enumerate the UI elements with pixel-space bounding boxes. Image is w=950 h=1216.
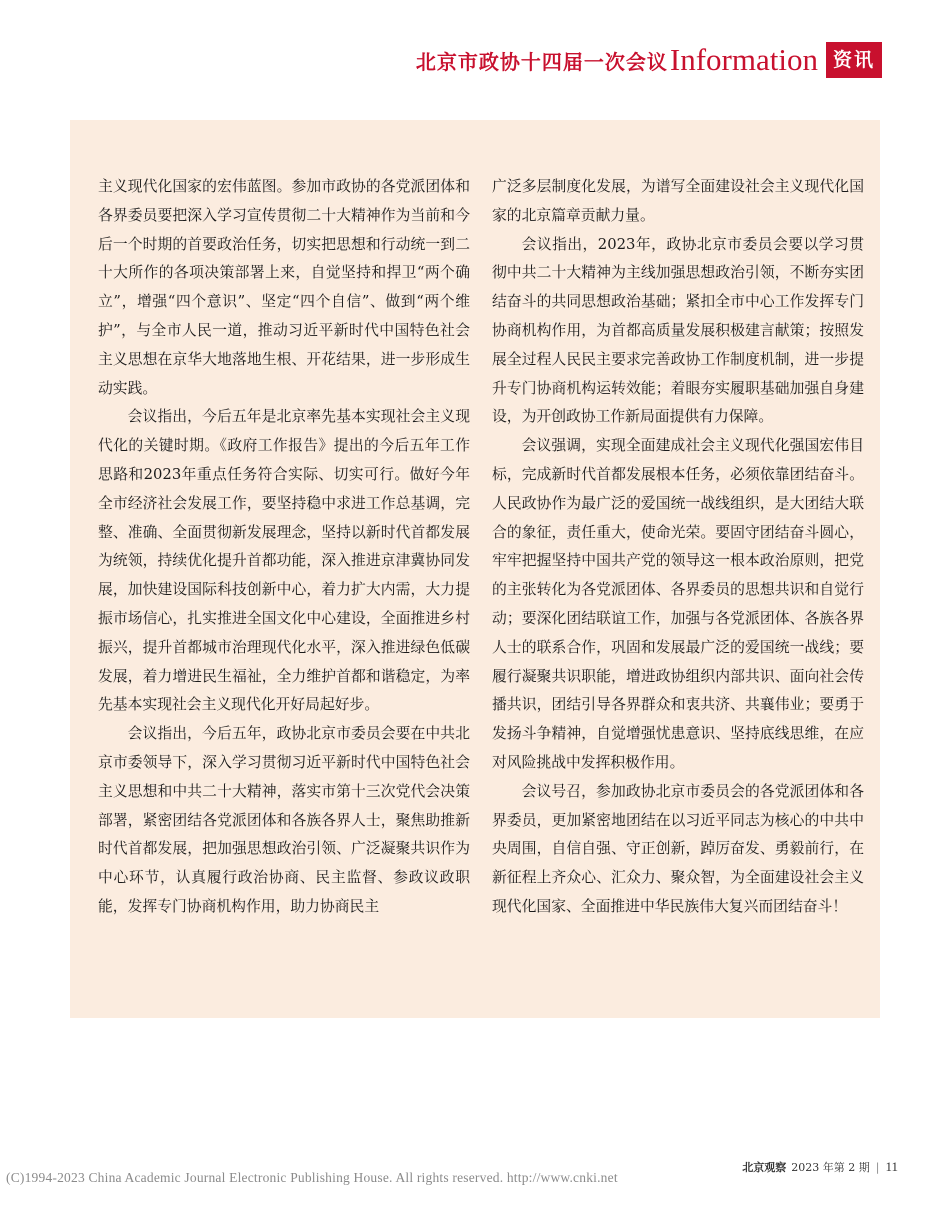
footer-divider: | bbox=[875, 1160, 880, 1174]
paragraph: 主义现代化国家的宏伟蓝图。参加市政协的各党派团体和各界委员要把深入学习宣传贯彻二十大精神作为当前和今后一个时期的首要政治任务，切实把思想和行动统一到二十大所作的各项决策部署上来，自觉坚持和捍卫“两个确立”，增强“四个意识”、坚定“四个自信”、做到“两个维护”，与全市人民一道，推动习近平新时代中国特色社会主义思想在京华大地落地生根、开花结果，进一步形成生动实践。 bbox=[98, 178, 470, 397]
article-panel bbox=[70, 120, 880, 1018]
paragraph: 会议号召，参加政协北京市委员会的各党派团体和各界委员，更加紧密地团结在以习近平同志为核心的中共中央周围，自信自强、守正创新，踔厉奋发、勇毅前行，在新征程上齐众心、汇众力、聚众智，为全面建设社会主义现代化国家、全面推进中华民族伟大复兴而团结奋斗！ bbox=[492, 782, 864, 915]
header-title-cn: 北京市政协十四届一次会议 bbox=[415, 49, 668, 74]
article-column-right bbox=[492, 173, 864, 922]
page-footer bbox=[742, 1159, 898, 1175]
article-column-left bbox=[98, 173, 470, 922]
page-number: 11 bbox=[885, 1159, 898, 1174]
magazine-name: 北京观察 bbox=[742, 1161, 787, 1174]
paragraph: 会议指出，今后五年，政协北京市委员会要在中共北京市委领导下，深入学习贯彻习近平新时代中国特色社会主义思想和中共二十大精神，落实市第十三次党代会决策部署，紧密团结各党派团体和各族各界人士，聚焦助推新时代首都发展，把加强思想政治引领、广泛凝聚共识作为中心环节，认真履行政治协商、民主监督、参政议政职能，发挥专门协商机构作用，助力协商民主 bbox=[98, 725, 470, 915]
paragraph: 会议指出，2023年，政协北京市委员会要以学习贯彻中共二十大精神为主线加强思想政治引领，不断夯实团结奋斗的共同思想政治基础；紧扣全市中心工作发挥专门协商机构作用，为首都高质量发展积极建言献策；按照发展全过程人民民主要求完善政协工作制度机制，进一步提升专门协商机构运转效能；着眼夯实履职基础加强自身建设，为开创政协工作新局面提供有力保障。 bbox=[492, 235, 864, 426]
section-header bbox=[416, 40, 882, 80]
copyright-watermark: (C)1994-2023 China Academic Journal Electronic Publishing House. All rights reserved. http://www.cnki.net bbox=[6, 1170, 618, 1185]
paragraph: 广泛多层制度化发展，为谱写全面建设社会主义现代化国家的北京篇章贡献力量。 bbox=[492, 178, 864, 224]
paragraph: 会议强调，实现全面建成社会主义现代化强国宏伟目标，完成新时代首都发展根本任务，必须依靠团结奋斗。人民政协作为最广泛的爱国统一战线组织，是大团结大联合的象征，责任重大，使命光荣。要固守团结奋斗圆心，牢牢把握坚持中国共产党的领导这一根本政治原则，把党的主张转化为各党派团体、各界委员的思想共识和自觉行动；要深化团结联谊工作，加强与各党派团体、各族各界人士的联系合作，巩固和发展最广泛的爱国统一战线；要履行凝聚共识职能，增进政协组织内部共识、面向社会传播共识，团结引导各界群众和衷共济、共襄伟业；要勇于发扬斗争精神，自觉增强忧患意识、坚持底线思维，在应对风险挑战中发挥积极作用。 bbox=[492, 437, 864, 771]
paragraph: 会议指出，今后五年是北京率先基本实现社会主义现代化的关键时期。《政府工作报告》提出的今后五年工作思路和2023年重点任务符合实际、切实可行。做好今年全市经济社会发展工作，要坚持稳中求进工作总基调，完整、准确、全面贯彻新发展理念，坚持以新时代首都发展为统领，持续优化提升首都功能，深入推进京津冀协同发展，加快建设国际科技创新中心，着力扩大内需，大力提振市场信心，扎实推进全国文化中心建设，全面推进乡村振兴，提升首都城市治理现代化水平，深入推进绿色低碳发展，着力增进民生福祉，全力维护首都和谐稳定，为率先基本实现社会主义现代化开好局起好步。 bbox=[98, 408, 470, 714]
section-badge: 资讯 bbox=[826, 42, 882, 78]
header-title-en: Information bbox=[669, 42, 818, 77]
issue-label: 2023 年第 2 期 bbox=[791, 1161, 870, 1174]
